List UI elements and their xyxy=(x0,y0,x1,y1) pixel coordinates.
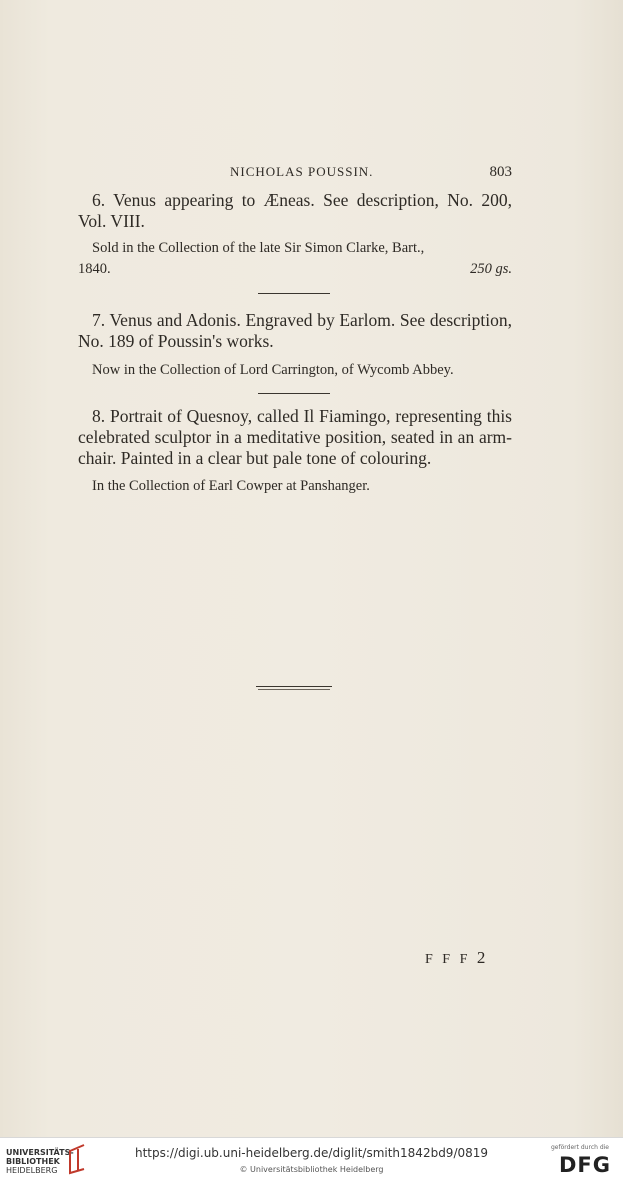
running-title: NICHOLAS POUSSIN. xyxy=(230,164,374,179)
note-line: Sold in the Collection of the late Sir Simon Clarke, Bart., xyxy=(92,240,425,256)
page-number: 803 xyxy=(489,164,512,180)
entry-8 xyxy=(78,406,512,497)
permalink-url[interactable]: https://digi.ub.uni-heidelberg.de/diglit/smith1842bd9/0819 xyxy=(134,1146,489,1160)
entry-note xyxy=(78,238,512,280)
note-line-with-price xyxy=(78,259,512,280)
library-name-line3: HEIDELBERG xyxy=(6,1166,58,1175)
note-price: 250 gs. xyxy=(470,261,512,277)
library-name-line1: UNIVERSITÄTS- xyxy=(6,1148,74,1157)
entry-7 xyxy=(78,310,512,381)
library-name-line2: BIBLIOTHEK xyxy=(6,1157,60,1166)
closing-rule xyxy=(256,686,332,687)
signature-number: 2 xyxy=(476,948,486,967)
signature-mark xyxy=(425,948,485,968)
entry-note: In the Collection of Earl Cowper at Panshanger. xyxy=(92,478,370,494)
entry-main-text: 6. Venus appearing to Æneas. See description, No. 200, Vol. VIII. xyxy=(78,190,512,231)
entry-main-text: 7. Venus and Adonis. Engraved by Earlom. See description, No. 189 of Poussin's works. xyxy=(78,310,512,351)
closing-rule-thin xyxy=(258,689,330,690)
entry-6 xyxy=(78,190,512,280)
copyright-text: © Universitätsbibliothek Heidelberg xyxy=(239,1165,384,1174)
viewer-footer xyxy=(0,1137,623,1183)
section-divider xyxy=(258,393,330,394)
entry-main-text: 8. Portrait of Quesnoy, called Il Fiamingo, representing this celebrated sculptor in a meditative position, seated in an arm-chair. Painted in a clear but pale tone of colouring. xyxy=(78,406,512,468)
dfg-funding-label: gefördert durch die xyxy=(551,1144,609,1151)
note-year: 1840. xyxy=(78,261,111,277)
signature-letters: F F F xyxy=(425,952,471,967)
dfg-logo: DFG xyxy=(558,1153,611,1177)
entry-note: Now in the Collection of Lord Carrington, of Wycomb Abbey. xyxy=(92,362,454,378)
section-divider xyxy=(258,293,330,294)
